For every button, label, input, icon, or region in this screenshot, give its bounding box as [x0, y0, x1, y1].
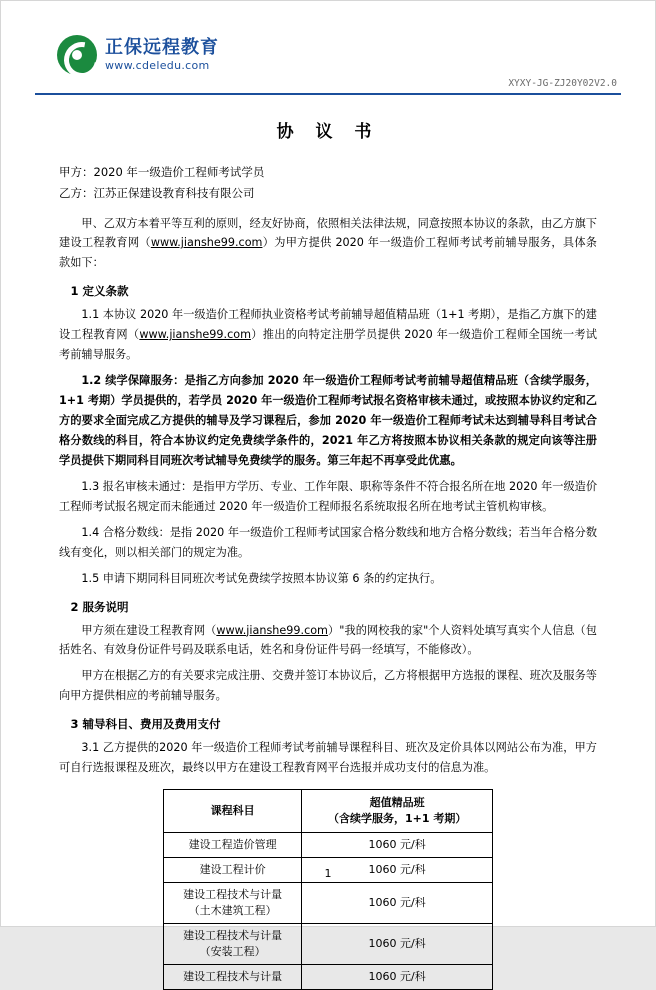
table-row — [164, 833, 493, 858]
page-title: 协 议 书 — [276, 122, 380, 142]
section-3-heading: 3 辅导科目、费用及费用支付 — [70, 717, 221, 732]
clause-3-1: 3.1 乙方提供的2020 年一级造价工程师考试考前辅导课程科目、班次及定价具体以网站公布为准，甲方可自行选报课程及班次，最终以甲方在建设工程教育网平台选报并成功支付的信息为准。 — [59, 741, 597, 775]
logo-title: 正保远程教育 — [105, 36, 219, 58]
table-row — [164, 882, 493, 923]
table-header-row — [164, 790, 493, 833]
fee-table-wrapper — [59, 789, 597, 989]
header-class-line1: 超值精品班 — [369, 796, 425, 810]
document-code: XYXY-JG-ZJ20Y02V2.0 — [508, 78, 617, 89]
page-number: 1 — [324, 867, 332, 880]
clause-1-1: 1.1 本协议 2020 年一级造价工程师执业资格考试考前辅导超值精品班（1+1 考期），是指乙方旗下的建设工程教育网（www.jianshe99.com）推出的向特定注册学员提供 2020 年一级造价工程师全国统一考试考前辅导服务。 — [59, 308, 597, 362]
clause-2-1: 甲方须在建设工程教育网（www.jianshe99.com）"我的网校我的家"个人资料处填写真实个人信息（包括姓名、有效身份证件号码及联系电话，姓名和身份证件号码一经填写，不能修改）。 — [59, 623, 597, 657]
row-subject — [164, 923, 302, 964]
clause-1-2: 1.2 续学保障服务：是指乙方向参加 2020 年一级造价工程师考试考前辅导超值精品班（含续学服务，1+1 考期）学员提供的，若学员 2020 年一级造价工程师考试报名资格审核未通过，或按照本协议约定和乙方的要求全面完成乙方提供的辅导及学习课程后，参加 2020 年一级造价工程师考试未达到辅导科目考试合格分数线的科目，符合本协议约定免费续学条件的，2021 年乙方将按照本协议相关条款的规定向该等注册学员提供下期同科目同班次考试辅导免费续学的服务。第三年起不再享受此优惠。 — [59, 374, 597, 467]
row-subject-line2: （土木建筑工程） — [188, 903, 277, 917]
row-subject-line1: 建设工程技术与计量 — [183, 928, 283, 942]
brand-logo — [57, 35, 219, 75]
row-price: 1060 元/科 — [302, 923, 493, 964]
clause-1-3: 1.3 报名审核未通过：是指甲方学历、专业、工作年限、职称等条件不符合报名所在地 2020 年一级造价工程师考试报名规定而未能通过 2020 年一级造价工程师报名系统取报名所在地考试主管机构审核。 — [59, 479, 598, 513]
row-price: 1060 元/科 — [302, 882, 493, 923]
clause-1-5: 1.5 申请下期同科目同班次考试免费续学按照本协议第 6 条的约定执行。 — [81, 571, 442, 585]
preamble-paragraph: 甲、乙双方本着平等互利的原则，经友好协商，依照相关法律法规，同意按照本协议的条款，由乙方旗下建设工程教育网（www.jianshe99.com）为甲方提供 2020 年一级造价工程师考试考前辅导服务，具体条款如下： — [59, 216, 597, 270]
row-price: 1060 元/科 — [302, 833, 493, 858]
row-price: 1060 元/科 — [302, 857, 493, 882]
table-row — [164, 923, 493, 964]
header-subject: 课程科目 — [164, 790, 302, 833]
party-a-line: 甲方：2020 年一级造价工程师考试学员 — [59, 165, 265, 179]
header-class — [302, 790, 493, 833]
row-subject: 建设工程造价管理 — [164, 833, 302, 858]
header-class-line2: （含续学服务，1+1 考期） — [327, 812, 467, 826]
table-row — [164, 964, 493, 989]
clause-1-4: 1.4 合格分数线：是指 2020 年一级造价工程师考试国家合格分数线和地方合格分数线；若当年合格分数线有变化，则以相关部门的规定为准。 — [59, 525, 598, 559]
document-header — [35, 29, 621, 95]
fee-table — [163, 789, 493, 989]
section-2-heading: 2 服务说明 — [70, 599, 129, 614]
row-subject: 建设工程技术与计量 — [164, 964, 302, 989]
row-price: 1060 元/科 — [302, 964, 493, 989]
logo-circle-icon — [57, 35, 97, 75]
row-subject — [164, 882, 302, 923]
logo-text-block — [105, 38, 219, 73]
row-subject-line1: 建设工程技术与计量 — [183, 887, 283, 901]
row-subject-line2: （安装工程） — [199, 944, 266, 958]
party-b-line: 乙方：江苏正保建设教育科技有限公司 — [59, 186, 255, 201]
document-content — [1, 117, 655, 990]
section-1-heading: 1 定义条款 — [70, 284, 129, 299]
row-subject: 建设工程计价 — [164, 857, 302, 882]
clause-2-2: 甲方在根据乙方的有关要求完成注册、交费并签订本协议后，乙方将根据甲方选报的课程、班次及服务等向甲方提供相应的考前辅导服务。 — [59, 669, 597, 703]
logo-subtitle: www.cdeledu.com — [105, 59, 210, 73]
